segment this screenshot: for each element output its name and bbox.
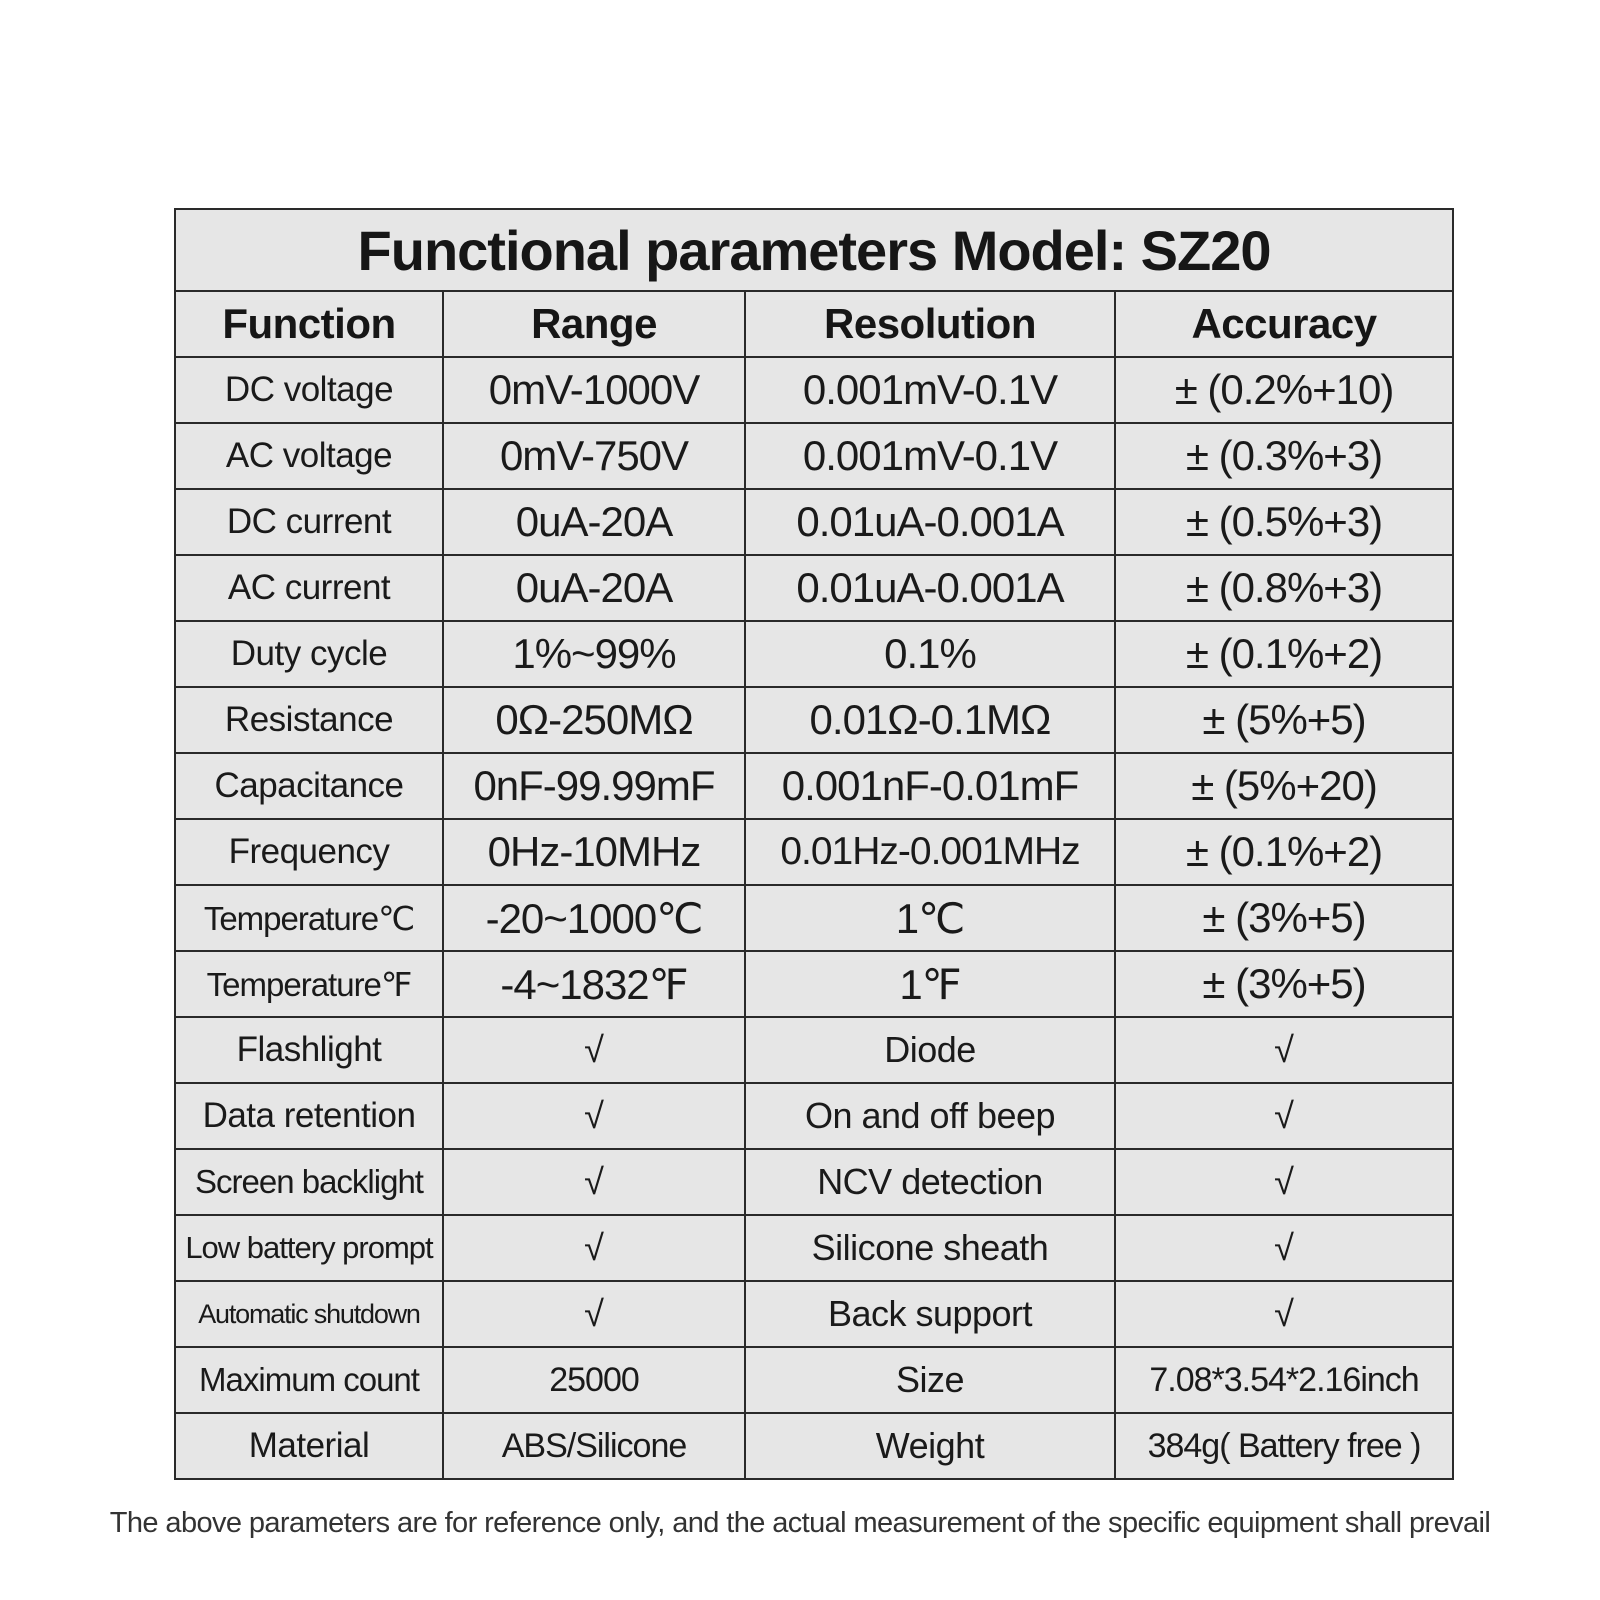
check-mark: √ (1115, 1083, 1453, 1149)
spec-table (174, 208, 1454, 1480)
range-cell: 1%~99% (443, 621, 745, 687)
title-row (175, 209, 1453, 291)
accuracy-cell: ± (0.2%+10) (1115, 357, 1453, 423)
table-row (175, 489, 1453, 555)
table-row (175, 555, 1453, 621)
feature-value-cell: ABS/Silicone (443, 1413, 745, 1479)
function-cell: Temperature℃ (175, 885, 443, 951)
check-mark: √ (1115, 1281, 1453, 1347)
header-accuracy: Accuracy (1115, 291, 1453, 357)
accuracy-cell: ± (0.5%+3) (1115, 489, 1453, 555)
resolution-cell: 0.001nF-0.01mF (745, 753, 1115, 819)
accuracy-cell: ± (3%+5) (1115, 951, 1453, 1017)
feature-value-cell: 7.08*3.54*2.16inch (1115, 1347, 1453, 1413)
header-function: Function (175, 291, 443, 357)
table-row (175, 1347, 1453, 1413)
table-row (175, 687, 1453, 753)
resolution-cell: 0.1% (745, 621, 1115, 687)
table-row (175, 1281, 1453, 1347)
accuracy-cell: ± (0.3%+3) (1115, 423, 1453, 489)
header-row (175, 291, 1453, 357)
function-cell: Temperature℉ (175, 951, 443, 1017)
function-cell: DC current (175, 489, 443, 555)
check-mark: √ (443, 1215, 745, 1281)
range-cell: 0uA-20A (443, 555, 745, 621)
feature-label-cell: Size (745, 1347, 1115, 1413)
feature-label-cell: Automatic shutdown (175, 1281, 443, 1347)
feature-value-cell: 384g( Battery free ) (1115, 1413, 1453, 1479)
accuracy-cell: ± (0.1%+2) (1115, 819, 1453, 885)
range-cell: -4~1832℉ (443, 951, 745, 1017)
table-row (175, 1017, 1453, 1083)
table-row (175, 1083, 1453, 1149)
check-mark: √ (443, 1281, 745, 1347)
function-cell: AC current (175, 555, 443, 621)
check-mark: √ (443, 1083, 745, 1149)
feature-label-cell: Screen backlight (175, 1149, 443, 1215)
range-cell: 0uA-20A (443, 489, 745, 555)
resolution-cell: 0.01Hz-0.001MHz (745, 819, 1115, 885)
accuracy-cell: ± (5%+5) (1115, 687, 1453, 753)
function-cell: DC voltage (175, 357, 443, 423)
resolution-cell: 0.001mV-0.1V (745, 423, 1115, 489)
function-cell: Resistance (175, 687, 443, 753)
range-cell: 0Ω-250MΩ (443, 687, 745, 753)
check-mark: √ (443, 1017, 745, 1083)
table-row (175, 753, 1453, 819)
feature-label-cell: Weight (745, 1413, 1115, 1479)
table-row (175, 357, 1453, 423)
feature-value-cell: 25000 (443, 1347, 745, 1413)
feature-label-cell: Flashlight (175, 1017, 443, 1083)
resolution-cell: 0.01uA-0.001A (745, 555, 1115, 621)
footnote: The above parameters are for reference only, and the actual measurement of the specific equipment shall prevail (109, 1507, 1491, 1539)
check-mark: √ (1115, 1215, 1453, 1281)
check-mark: √ (443, 1149, 745, 1215)
table-row (175, 819, 1453, 885)
resolution-cell: 0.01uA-0.001A (745, 489, 1115, 555)
resolution-cell: 0.01Ω-0.1MΩ (745, 687, 1115, 753)
header-range: Range (443, 291, 745, 357)
table-row (175, 621, 1453, 687)
feature-label-cell: Data retention (175, 1083, 443, 1149)
range-cell: 0mV-750V (443, 423, 745, 489)
table-row (175, 1413, 1453, 1479)
function-cell: Capacitance (175, 753, 443, 819)
check-mark: √ (1115, 1017, 1453, 1083)
function-cell: Frequency (175, 819, 443, 885)
function-cell: AC voltage (175, 423, 443, 489)
range-cell: 0nF-99.99mF (443, 753, 745, 819)
table-title: Functional parameters Model: SZ20 (175, 209, 1453, 291)
table-row (175, 885, 1453, 951)
header-resolution: Resolution (745, 291, 1115, 357)
accuracy-cell: ± (0.1%+2) (1115, 621, 1453, 687)
check-mark: √ (1115, 1149, 1453, 1215)
accuracy-cell: ± (5%+20) (1115, 753, 1453, 819)
feature-label-cell: On and off beep (745, 1083, 1115, 1149)
function-cell: Duty cycle (175, 621, 443, 687)
table-row (175, 1149, 1453, 1215)
feature-label-cell: NCV detection (745, 1149, 1115, 1215)
feature-label-cell: Diode (745, 1017, 1115, 1083)
table-row (175, 951, 1453, 1017)
feature-label-cell: Silicone sheath (745, 1215, 1115, 1281)
resolution-cell: 0.001mV-0.1V (745, 357, 1115, 423)
range-cell: 0mV-1000V (443, 357, 745, 423)
resolution-cell: 1℃ (745, 885, 1115, 951)
accuracy-cell: ± (0.8%+3) (1115, 555, 1453, 621)
feature-label-cell: Maximum count (175, 1347, 443, 1413)
table-row (175, 1215, 1453, 1281)
range-cell: 0Hz-10MHz (443, 819, 745, 885)
feature-label-cell: Material (175, 1413, 443, 1479)
range-cell: -20~1000℃ (443, 885, 745, 951)
resolution-cell: 1℉ (745, 951, 1115, 1017)
feature-label-cell: Low battery prompt (175, 1215, 443, 1281)
accuracy-cell: ± (3%+5) (1115, 885, 1453, 951)
feature-label-cell: Back support (745, 1281, 1115, 1347)
table-row (175, 423, 1453, 489)
